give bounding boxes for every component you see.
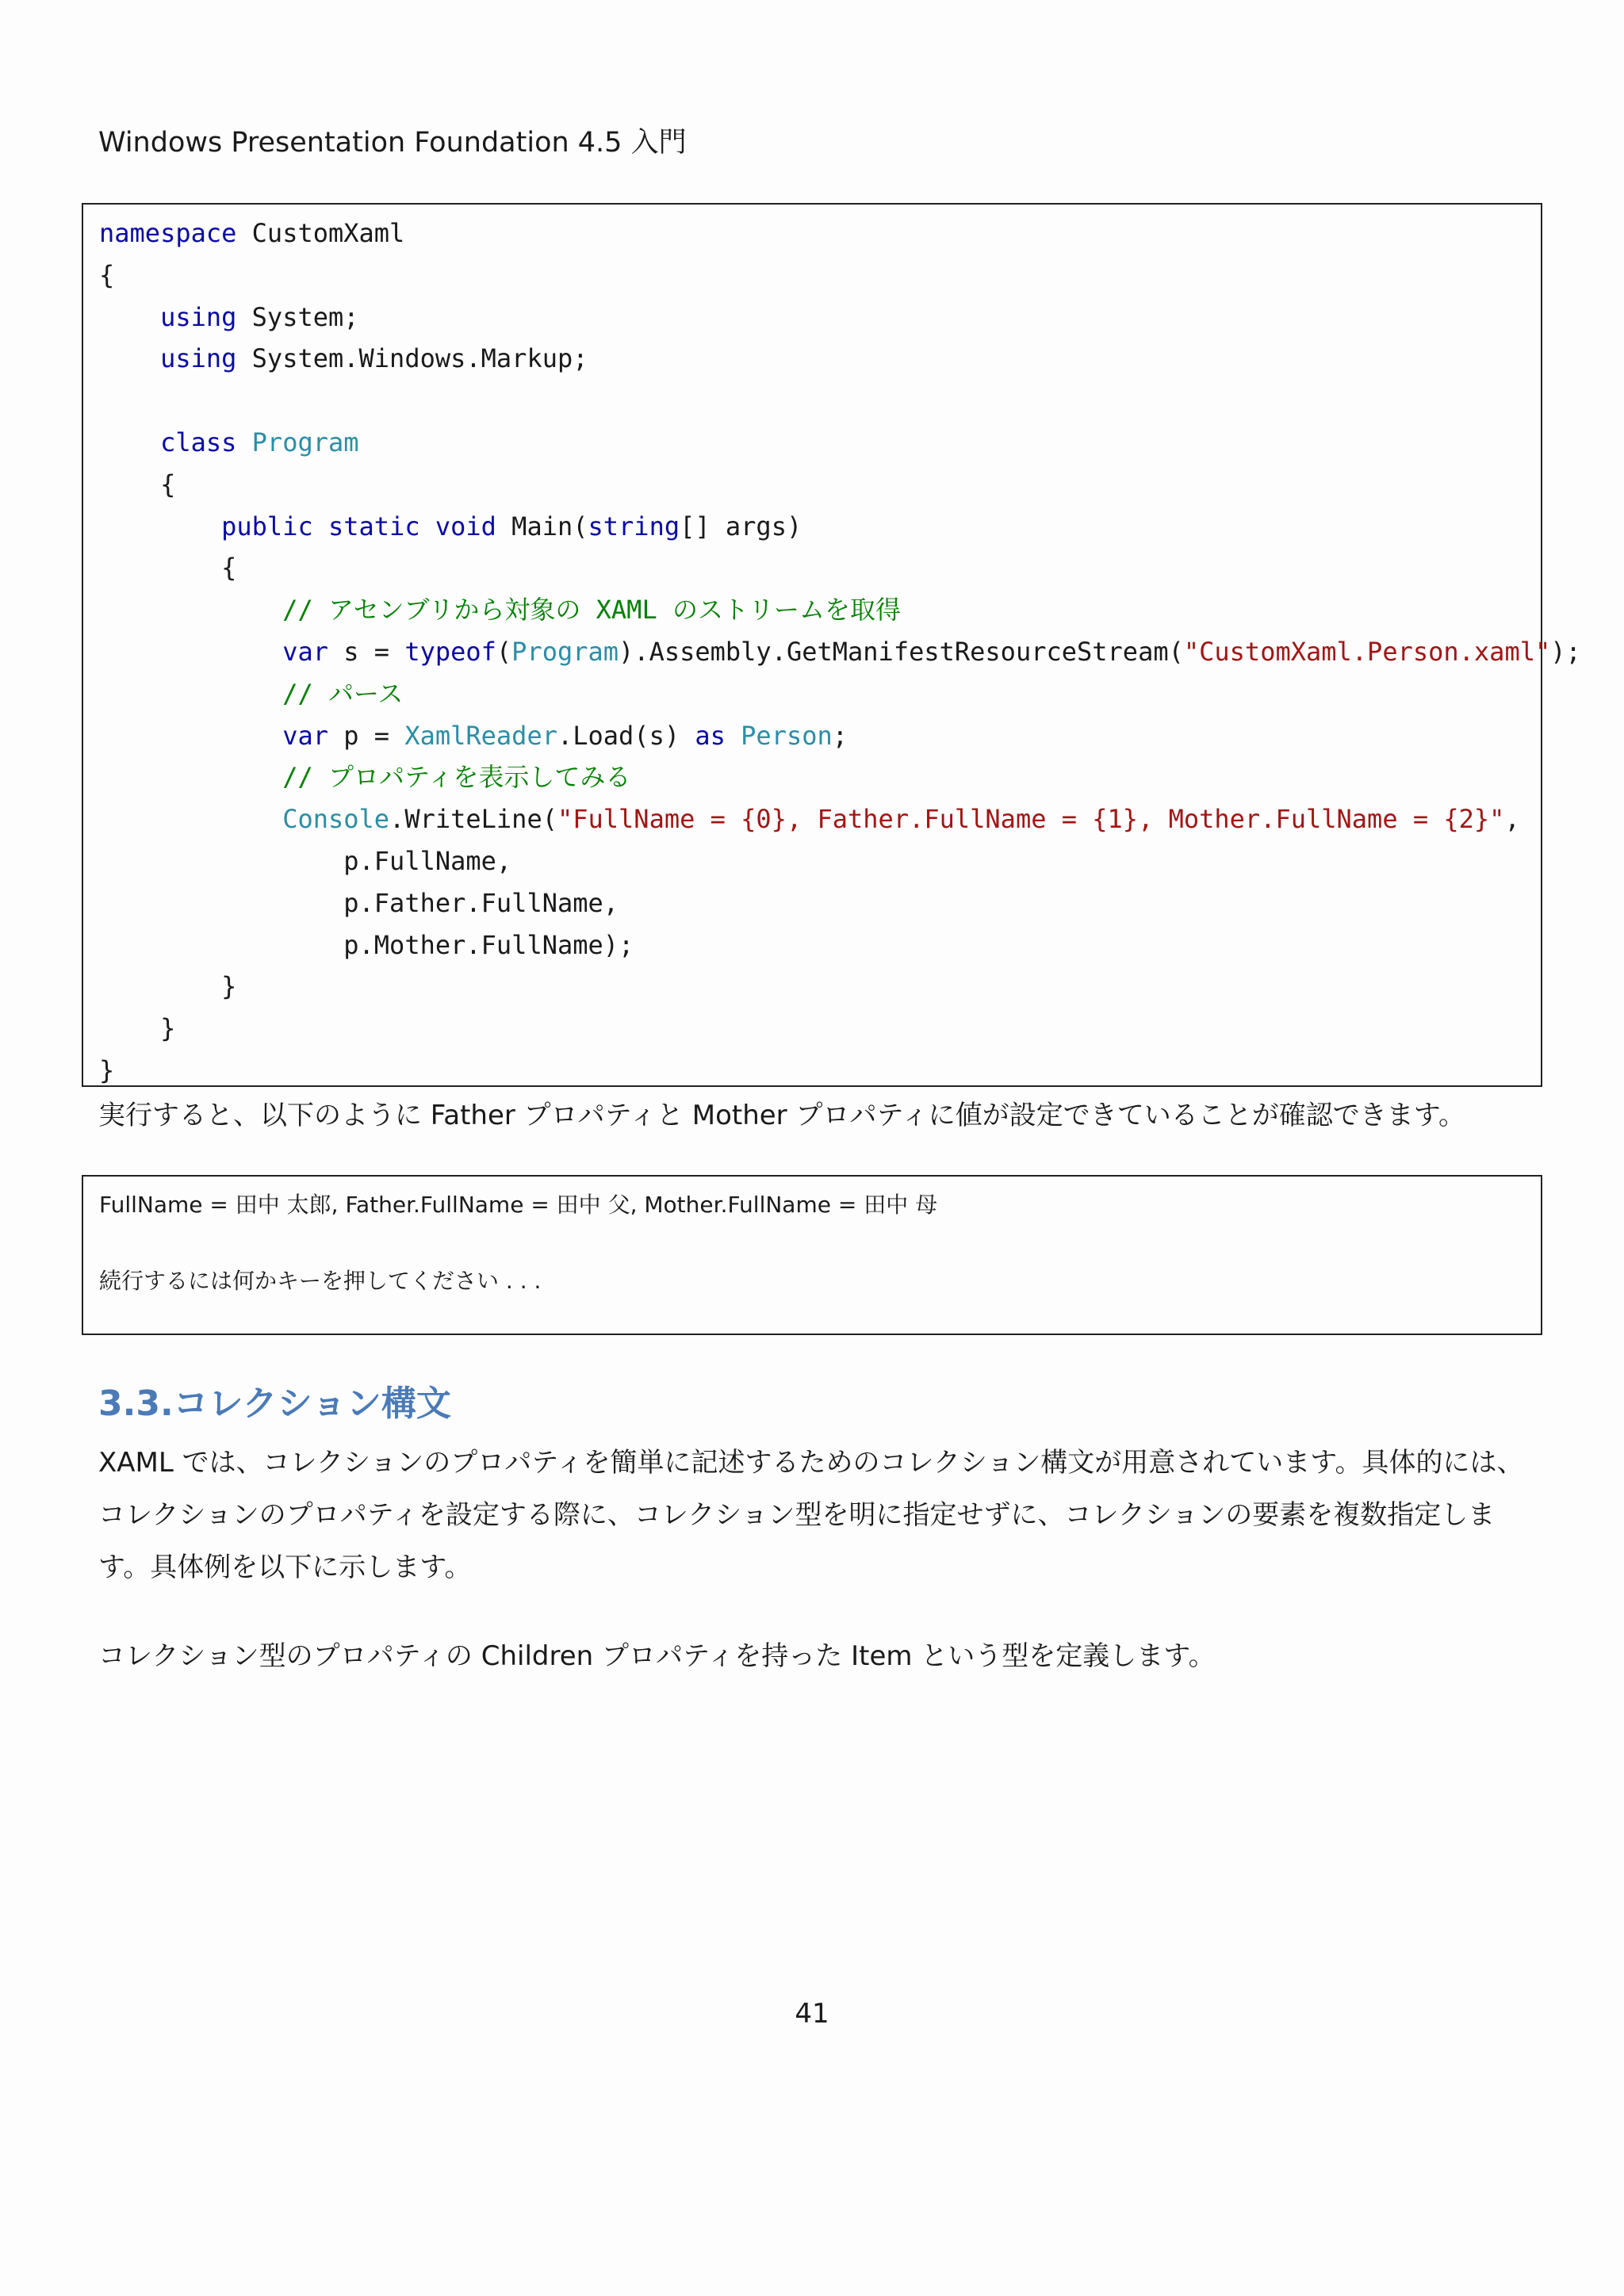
code-token: { (99, 553, 237, 584)
code-token (99, 302, 160, 332)
code-token (99, 427, 160, 457)
code-token: } (99, 971, 237, 1002)
code-token: // アセンブリから対象の XAML のストリームを取得 (282, 595, 901, 626)
code-line (99, 506, 1541, 548)
code-token: using (160, 343, 237, 374)
code-line (99, 631, 1581, 673)
code-block (82, 203, 1581, 1087)
code-token: { (99, 469, 176, 499)
code-token: namespace (99, 218, 237, 248)
code-token (99, 637, 282, 667)
page-header: Windows Presentation Foundation 4.5 入門 (98, 127, 687, 159)
code-token: .Load(s) (557, 720, 695, 751)
code-line (99, 1050, 1541, 1092)
code-token: var (282, 720, 328, 751)
code-token: System.Windows.Markup; (236, 343, 588, 374)
code-token: Main( (496, 511, 588, 541)
code-token (99, 721, 282, 751)
code-token: XamlReader (404, 720, 557, 751)
code-line (99, 338, 1541, 380)
code-line (99, 840, 1541, 882)
page-number: 41 (795, 1998, 829, 2030)
code-token (726, 721, 741, 751)
code-token: System; (236, 301, 359, 332)
code-token: void (435, 511, 496, 541)
code-line (99, 882, 1541, 924)
code-token: Program (511, 636, 619, 667)
code-token: CustomXaml (236, 218, 405, 248)
code-line (99, 589, 1541, 631)
code-token: } (99, 1054, 115, 1085)
code-token: s = (327, 636, 405, 667)
code-token: static (327, 511, 420, 541)
code-token: class (160, 427, 237, 457)
code-token: public (221, 511, 313, 541)
code-token: .WriteLine( (389, 804, 557, 835)
code-token: ; (832, 720, 848, 751)
code-line (99, 297, 1541, 339)
code-token: { (99, 259, 115, 290)
code-token: "CustomXaml.Person.xaml" (1183, 636, 1551, 667)
code-token: var (282, 636, 328, 667)
code-token (99, 679, 282, 709)
code-line (99, 966, 1541, 1008)
code-line (99, 547, 1541, 589)
code-token (99, 762, 282, 792)
code-token: ); (1550, 636, 1581, 667)
console-output-block (82, 1175, 1542, 1335)
code-line (99, 422, 1541, 464)
code-token: p = (327, 720, 405, 751)
code-line (99, 254, 1541, 297)
code-token: Program (251, 427, 359, 457)
code-token: , (1504, 804, 1520, 835)
code-token: // パース (282, 678, 404, 709)
body-paragraph: XAML では、コレクションのプロパティを簡単に記述するためのコレクション構文が用意されています。具体的には、コレクションのプロパティを設定する際に、コレクション型を明に指定せずに、コレクションの要素を複数指定します。具体例を以下に示します。 (98, 1447, 1524, 1583)
code-token (313, 511, 328, 541)
code-token: [] args) (680, 511, 802, 541)
code-line (99, 798, 1541, 840)
code-token (236, 427, 251, 457)
code-line (99, 212, 1541, 254)
code-token (420, 511, 435, 541)
code-token: Person (741, 720, 833, 751)
code-token: // プロパティを表示してみる (282, 762, 631, 793)
result-description: 実行すると、以下のように Father プロパティと Mother プロパティに値が設定できていることが確認できます。 (98, 1100, 1466, 1131)
console-prompt-line: 続行するには何かキーを押してください . . . (99, 1268, 542, 1294)
code-line (99, 380, 1541, 422)
body-paragraph: コレクション型のプロパティの Children プロパティを持った Item という型を定義します。 (98, 1640, 1216, 1672)
code-line (99, 924, 1541, 966)
code-token (99, 511, 221, 541)
code-line (99, 1008, 1541, 1050)
code-token: string (588, 511, 680, 541)
code-line (99, 756, 1541, 798)
code-token: p.Father.FullName, (99, 887, 619, 918)
code-token: typeof (404, 636, 496, 667)
code-line (99, 715, 1541, 757)
code-token (99, 343, 160, 373)
code-token: as (695, 720, 726, 751)
code-token: ).Assembly.GetManifestResourceStream( (619, 636, 1184, 667)
code-token: using (160, 301, 237, 332)
code-token: ( (496, 636, 512, 667)
section-heading: 3.3.コレクション構文 (98, 1383, 451, 1424)
code-line (99, 673, 1541, 715)
code-token (99, 804, 282, 834)
console-output-line: FullName = 田中 太郎, Father.FullName = 田中 父, Mother.FullName = 田中 母 (99, 1192, 938, 1218)
code-token: p.FullName, (99, 845, 512, 876)
code-token (99, 595, 282, 625)
code-token: } (99, 1013, 176, 1044)
code-token: Console (282, 804, 390, 835)
code-line (99, 464, 1541, 506)
code-token: "FullName = {0}, Father.FullName = {1}, Mother.FullName = {2}" (557, 804, 1505, 835)
code-token: p.Mother.FullName); (99, 929, 634, 960)
